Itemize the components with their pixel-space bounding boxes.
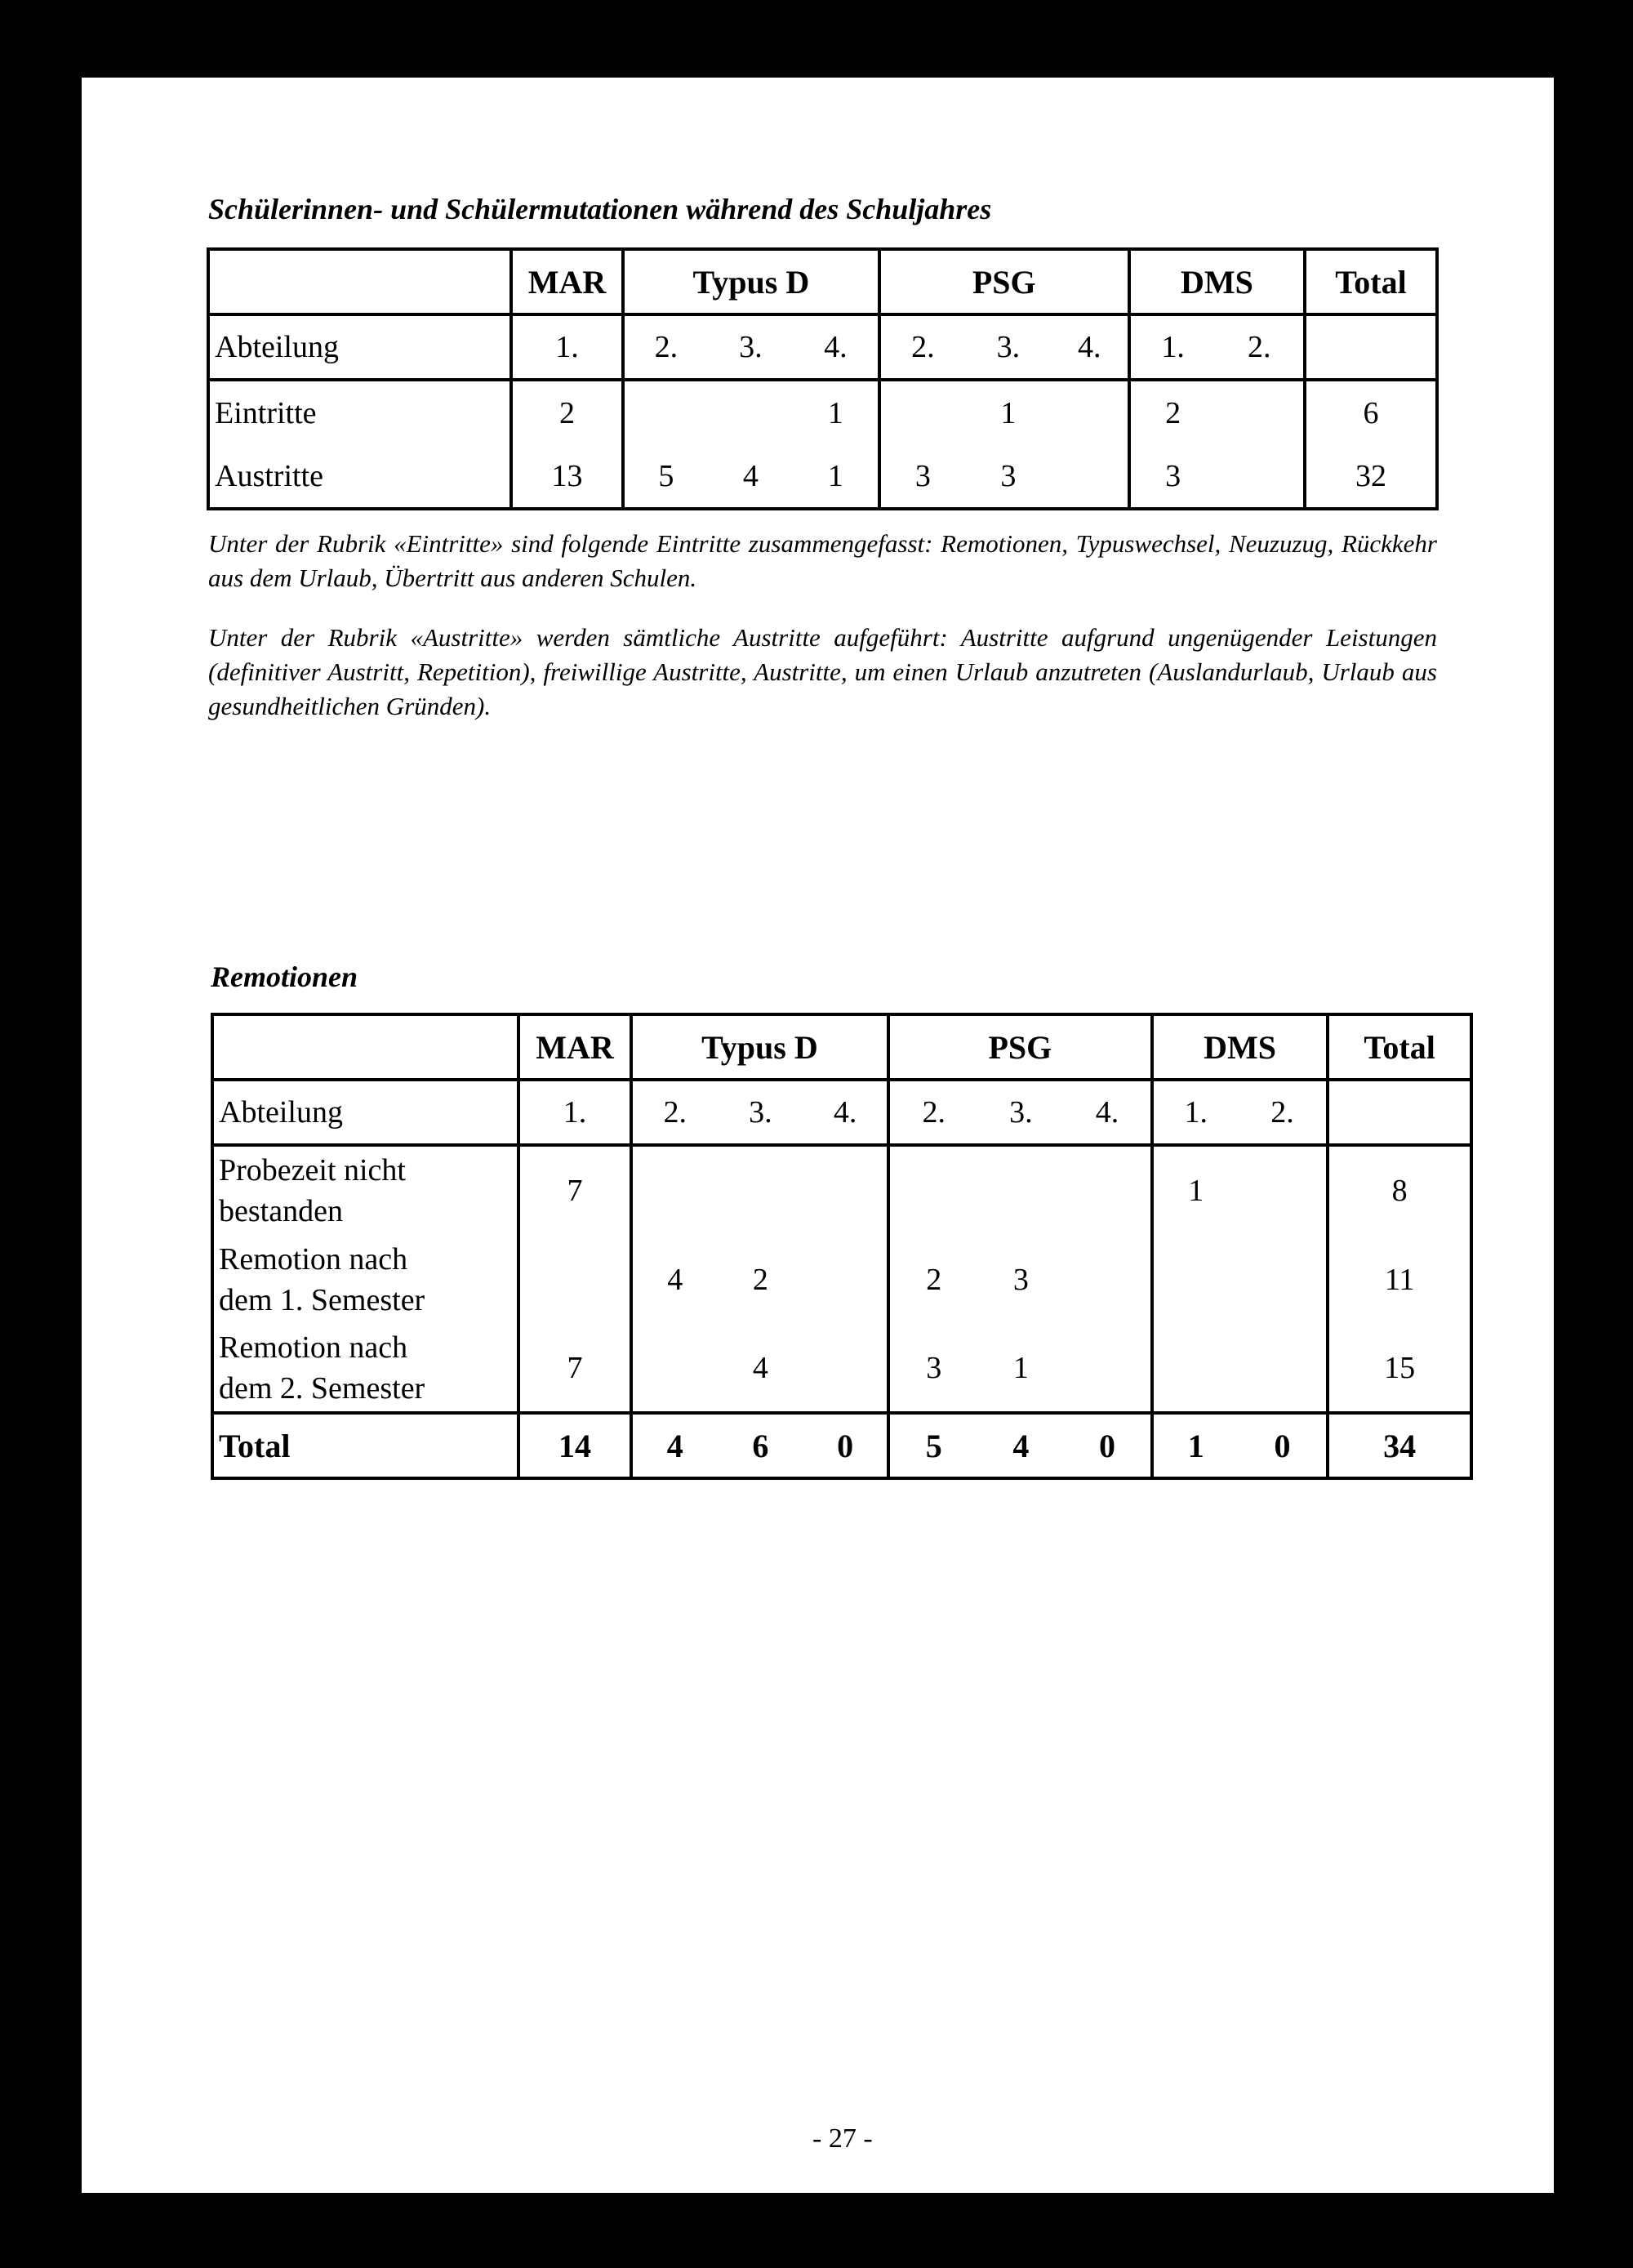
total-value-cell: 6 bbox=[718, 1413, 804, 1478]
grand-total-cell: 34 bbox=[1328, 1413, 1471, 1478]
note-austritte: Unter der Rubrik «Austritte» werden sämtliche Austritte aufgeführt: Austritte aufgrund ungenügender Leistungen (definitiver Austritt, Repetition), freiwillige Austritte, Austritte, um einen Urlaub anzutreten (Auslandurlaub, Urlaub aus gesundheitlichen Gründen). bbox=[208, 623, 1437, 720]
value-cell: 1 bbox=[1012, 1351, 1029, 1385]
header-psg: PSG bbox=[888, 1014, 1152, 1080]
table-row bbox=[212, 1145, 1471, 1235]
remotionen-table bbox=[211, 1013, 1473, 1480]
row-label: Austritte bbox=[215, 459, 323, 493]
header-empty-cell bbox=[212, 1014, 518, 1080]
value-cell: 5 bbox=[623, 445, 707, 509]
abteilung-cell: 4. bbox=[1052, 314, 1129, 380]
total-cell: 6 bbox=[1305, 380, 1437, 445]
abteilung-cell: 2. bbox=[1239, 1080, 1328, 1145]
value-cell bbox=[1152, 1325, 1239, 1413]
abteilung-label: Abteilung bbox=[208, 314, 511, 380]
total-value-cell: 4 bbox=[978, 1413, 1065, 1478]
value-cell bbox=[1239, 1235, 1328, 1325]
abteilung-cell: 2. bbox=[888, 1080, 978, 1145]
abteilung-cell: 4. bbox=[794, 314, 879, 380]
row-label bbox=[212, 1145, 518, 1235]
abteilung-cell: 3. bbox=[978, 1080, 1065, 1145]
value-cell: 3 bbox=[1129, 445, 1216, 509]
value-cell: 2 bbox=[511, 380, 623, 445]
value-cell bbox=[1064, 1235, 1152, 1325]
header-mar: MAR bbox=[518, 1014, 631, 1080]
abteilung-cell: 2. bbox=[879, 314, 966, 380]
value-cell bbox=[1215, 380, 1305, 445]
value-cell bbox=[1052, 380, 1129, 445]
section1-title: Schülerinnen- und Schülermutationen während des Schuljahres bbox=[208, 193, 992, 225]
value-cell: 2 bbox=[888, 1235, 978, 1325]
value-cell bbox=[1064, 1145, 1152, 1235]
row-label-line1: Probezeit nicht bbox=[219, 1153, 406, 1187]
value-cell: 3 bbox=[1012, 1263, 1029, 1297]
abteilung-row bbox=[212, 1080, 1471, 1145]
value-cell: 1 bbox=[1152, 1145, 1239, 1235]
row-label-line2: dem 1. Semester bbox=[219, 1283, 425, 1317]
value-cell bbox=[1239, 1325, 1328, 1413]
header-psg: PSG bbox=[879, 249, 1129, 314]
value-cell bbox=[1152, 1235, 1239, 1325]
total-value-cell: 0 bbox=[1064, 1413, 1152, 1478]
total-cell: 32 bbox=[1305, 445, 1437, 509]
abteilung-row bbox=[208, 314, 1437, 380]
value-cell: 2 bbox=[752, 1263, 768, 1297]
abteilung-cell: 4. bbox=[803, 1080, 888, 1145]
value-cell: 4 bbox=[752, 1351, 768, 1385]
value-cell bbox=[879, 380, 966, 445]
abteilung-cell: 2. bbox=[631, 1080, 718, 1145]
value-cell bbox=[718, 1145, 804, 1235]
table-row bbox=[212, 1325, 1471, 1413]
header-dms: DMS bbox=[1129, 249, 1305, 314]
mutations-table bbox=[207, 247, 1439, 510]
table-row bbox=[208, 380, 1437, 445]
value-cell bbox=[978, 1145, 1065, 1235]
row-label-line1: Remotion nach bbox=[219, 1330, 408, 1365]
row-label-line2: dem 2. Semester bbox=[219, 1371, 425, 1406]
value-cell bbox=[708, 380, 794, 445]
table-header-row bbox=[212, 1014, 1471, 1080]
value-cell bbox=[888, 1145, 978, 1235]
header-total: Total bbox=[1305, 249, 1437, 314]
header-dms: DMS bbox=[1152, 1014, 1328, 1080]
abteilung-total-cell bbox=[1305, 314, 1437, 380]
abteilung-cell: 3. bbox=[718, 1080, 804, 1145]
row-label bbox=[212, 1235, 518, 1325]
value-cell: 13 bbox=[511, 445, 623, 509]
section2-title: Remotionen bbox=[211, 960, 358, 993]
value-cell: 2 bbox=[1129, 380, 1216, 445]
value-cell bbox=[1239, 1145, 1328, 1235]
value-cell: 3 bbox=[888, 1325, 978, 1413]
total-value-cell: 14 bbox=[518, 1413, 631, 1478]
page-number: - 27 - bbox=[812, 2123, 873, 2154]
table-row bbox=[212, 1235, 1471, 1325]
value-cell: 3 bbox=[879, 445, 966, 509]
value-cell bbox=[631, 1325, 718, 1413]
total-cell: 11 bbox=[1328, 1235, 1471, 1325]
abteilung-cell: 3. bbox=[965, 314, 1052, 380]
total-value-cell: 5 bbox=[888, 1413, 978, 1478]
value-cell bbox=[1052, 445, 1129, 509]
value-cell bbox=[803, 1235, 888, 1325]
note-eintritte: Unter der Rubrik «Eintritte» sind folgende Eintritte zusammengefasst: Remotionen, Typuswechsel, Neuzuzug, Rückkehr aus dem Urlaub, Übertritt aus anderen Schulen. bbox=[208, 529, 1437, 592]
value-cell: 7 bbox=[518, 1145, 631, 1235]
header-mar: MAR bbox=[511, 249, 623, 314]
abteilung-cell: 1. bbox=[518, 1080, 631, 1145]
total-row-label: Total bbox=[212, 1413, 518, 1478]
table-row bbox=[208, 445, 1437, 509]
header-typus-d: Typus D bbox=[623, 249, 879, 314]
abteilung-label: Abteilung bbox=[212, 1080, 518, 1145]
total-cell: 15 bbox=[1328, 1325, 1471, 1413]
row-label-line1: Remotion nach bbox=[219, 1242, 408, 1277]
total-cell: 8 bbox=[1328, 1145, 1471, 1235]
document-page bbox=[82, 78, 1554, 2193]
value-cell: 4 bbox=[631, 1235, 718, 1325]
value-cell: 3 bbox=[1000, 459, 1017, 493]
value-cell bbox=[631, 1145, 718, 1235]
header-typus-d: Typus D bbox=[631, 1014, 888, 1080]
total-value-cell: 0 bbox=[1239, 1413, 1328, 1478]
abteilung-cell: 4. bbox=[1064, 1080, 1152, 1145]
table-header-row bbox=[208, 249, 1437, 314]
value-cell bbox=[803, 1325, 888, 1413]
value-cell bbox=[518, 1235, 631, 1325]
value-cell: 1 bbox=[794, 380, 879, 445]
abteilung-cell: 1. bbox=[511, 314, 623, 380]
header-empty-cell bbox=[208, 249, 511, 314]
value-cell bbox=[623, 380, 707, 445]
value-cell: 1 bbox=[827, 459, 843, 493]
value-cell: 4 bbox=[742, 459, 759, 493]
row-label bbox=[212, 1325, 518, 1413]
header-total: Total bbox=[1328, 1014, 1471, 1080]
abteilung-cell: 2. bbox=[623, 314, 707, 380]
abteilung-cell: 2. bbox=[1215, 314, 1305, 380]
value-cell bbox=[803, 1145, 888, 1235]
value-cell bbox=[1064, 1325, 1152, 1413]
total-value-cell: 1 bbox=[1152, 1413, 1239, 1478]
abteilung-cell: 3. bbox=[708, 314, 794, 380]
value-cell bbox=[1215, 445, 1305, 509]
row-label-line2: bestanden bbox=[219, 1194, 343, 1228]
abteilung-total-cell bbox=[1328, 1080, 1471, 1145]
abteilung-cell: 1. bbox=[1152, 1080, 1239, 1145]
total-row bbox=[212, 1413, 1471, 1478]
value-cell: 7 bbox=[518, 1325, 631, 1413]
total-value-cell: 0 bbox=[803, 1413, 888, 1478]
value-cell: 1 bbox=[965, 380, 1052, 445]
total-value-cell: 4 bbox=[631, 1413, 718, 1478]
abteilung-cell: 1. bbox=[1129, 314, 1216, 380]
row-label: Eintritte bbox=[208, 380, 511, 445]
